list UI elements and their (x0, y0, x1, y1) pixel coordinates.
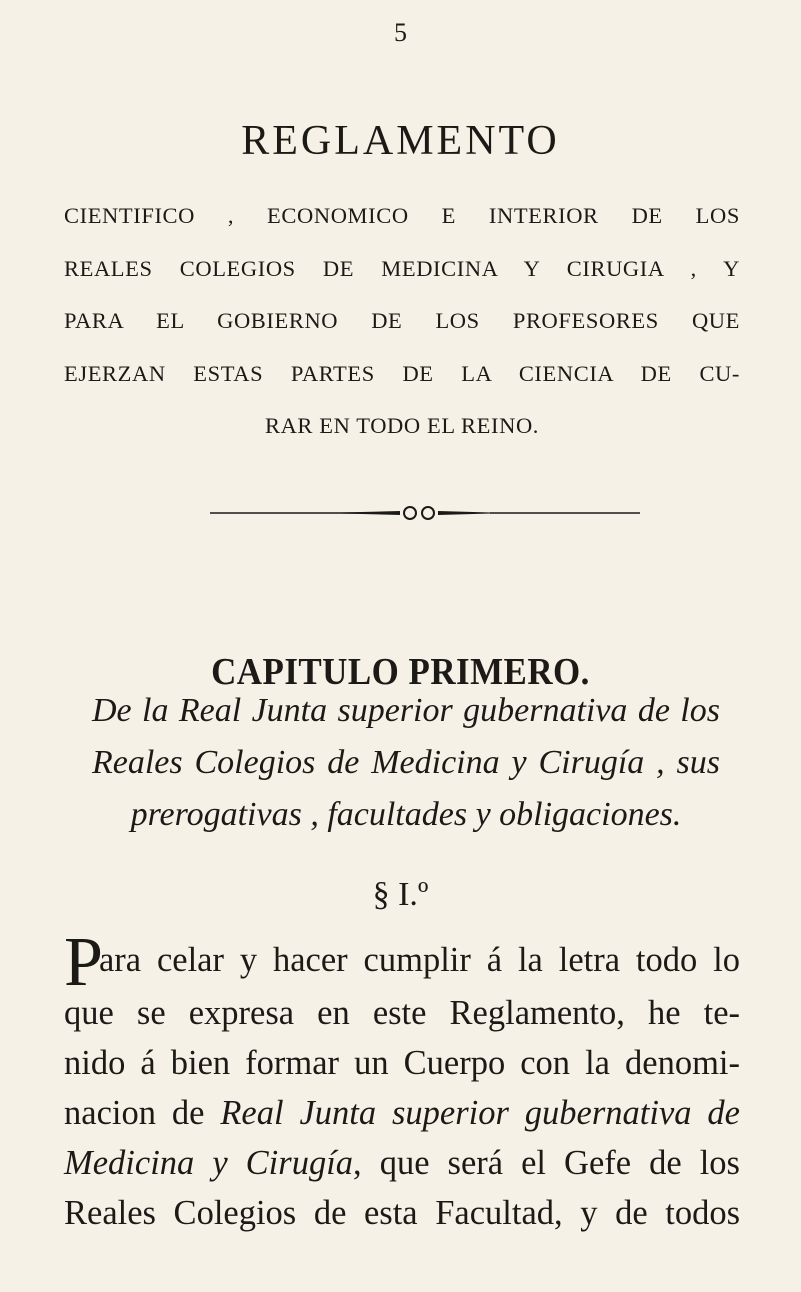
body-line-emphasis: Real Junta superior gubernativa de (220, 1094, 740, 1132)
chapter-title: CAPITULO PRIMERO. (211, 650, 590, 693)
body-line: que se expresa en este Reglamento, he te- (64, 994, 740, 1032)
subtitle-line: EJERZAN ESTAS PARTES DE LA CIENCIA DE CU- (64, 360, 740, 386)
document-subtitle (64, 190, 740, 453)
chapter-heading (92, 685, 720, 841)
document-title: REGLAMENTO (241, 118, 560, 165)
subtitle-line: CIENTIFICO , ECONOMICO E INTERIOR DE LOS (64, 203, 740, 228)
body-line-text: nacion de (64, 1094, 205, 1132)
body-line-text: , que será el Gefe de los (353, 1144, 740, 1182)
body-line-text: ara celar y hacer cumplir á la letra todo lo (98, 941, 740, 979)
body-line: nido á bien formar un Cuerpo con la denomi- (64, 1044, 740, 1082)
subtitle-line: REALES COLEGIOS DE MEDICINA Y CIRUGIA , Y (64, 255, 740, 281)
body-line-emphasis: Medicina y Cirugía (64, 1144, 354, 1182)
section-mark: § I.º (372, 876, 429, 913)
body-line: Reales Colegios de esta Facultad, y de todos (64, 1194, 740, 1232)
subtitle-line: RAR EN TODO EL REINO. (264, 413, 540, 438)
ornamental-rule (210, 502, 640, 524)
subtitle-line: PARA EL GOBIERNO DE LOS PROFESORES QUE (64, 308, 740, 333)
heading-line: prerogativas , facultades y obligaciones. (130, 796, 682, 833)
body-line (64, 1138, 740, 1188)
page-number: 5 (394, 18, 407, 47)
body-line (64, 1088, 740, 1138)
body-paragraph (64, 924, 740, 1238)
heading-line: Reales Colegios de Medicina y Cirugía , sus (92, 744, 720, 781)
body-line (64, 924, 740, 1001)
drop-initial: P (64, 924, 103, 1001)
heading-line: De la Real Junta superior gubernativa de los (92, 692, 720, 729)
